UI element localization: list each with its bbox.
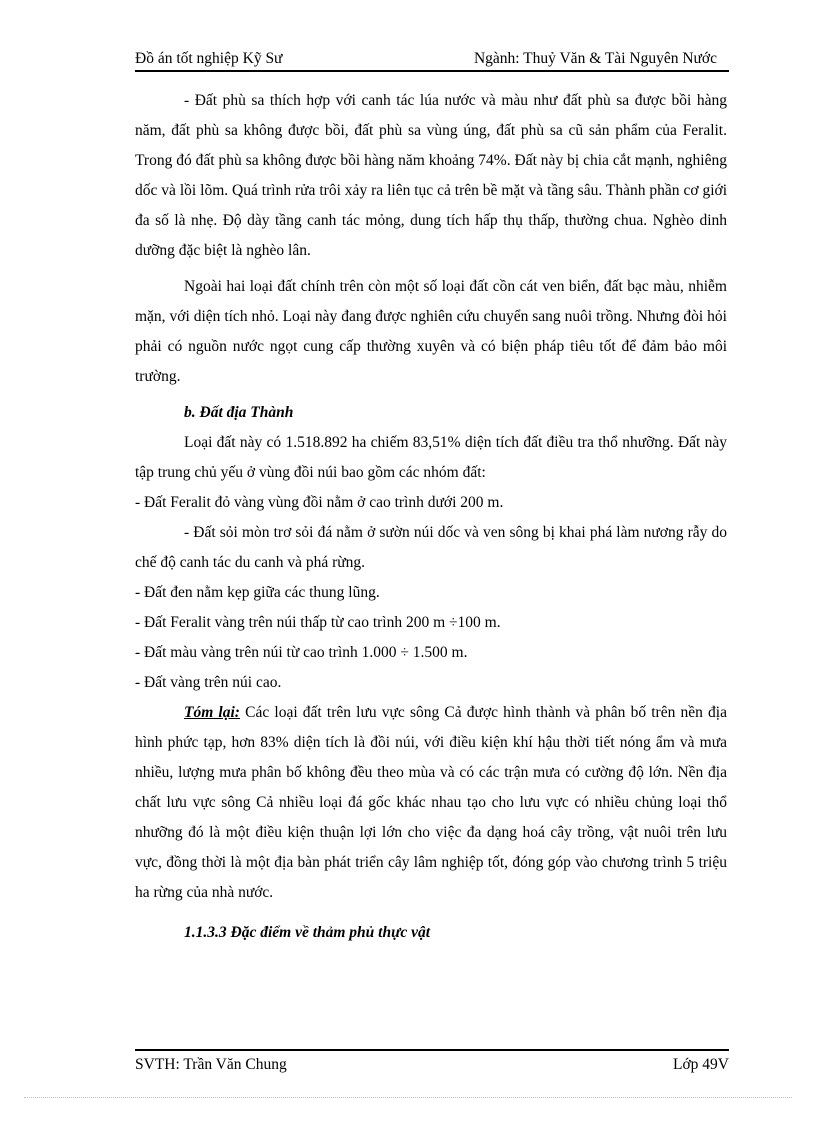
header-left-text: Đồ án tốt nghiệp Kỹ Sư (135, 50, 283, 67)
paragraph-other-soils: Ngoài hai loại đất chính trên còn một số loại đất cồn cát ven biển, đất bạc màu, nhiễm mặn, với diện tích nhỏ. Loại này đang được nghiên cứu chuyển sang nuôi trồng. Nhưng đòi hỏi phải có nguồn nước ngọt cung cấp thường xuyên và có biện pháp tiêu tốt để đảm bảo môi trường. (135, 278, 727, 385)
list-item: - Đất sỏi mòn trơ sỏi đá nằm ở sườn núi dốc và ven sông bị khai phá làm nương rẫy do chế độ canh tác du canh và phá rừng. (135, 524, 727, 571)
list-item: - Đất Feralit đỏ vàng vùng đồi nằm ở cao trình dưới 200 m. (135, 494, 504, 511)
footer-author: SVTH: Trần Văn Chung (135, 1056, 287, 1073)
paragraph-alluvial-soil: - Đất phù sa thích hợp với canh tác lúa nước và màu như đất phù sa được bồi hàng năm, đất phù sa không được bồi, đất phù sa vùng úng, đất phù sa cũ sản phẩm của Feralit. Trong đó đất phù sa không được bồi hàng năm khoảng 74%. Đất này bị chia cắt mạnh, nghiêng dốc và lồi lõm. Quá trình rửa trôi xảy ra liên tục cả trên bề mặt và tầng sâu. Thành phần cơ giới đa số là nhẹ. Độ dày tầng canh tác mỏng, dung tích hấp thụ thấp, thường chua. Nghèo dinh dưỡng đặc biệt là nghèo lân. (135, 92, 727, 259)
summary-label: Tóm lại: (184, 704, 240, 721)
header-rule (135, 70, 729, 72)
header-right-text: Ngành: Thuỷ Văn & Tài Nguyên Nước (473, 50, 717, 67)
paragraph-dat-dia-thanh: Loại đất này có 1.518.892 ha chiếm 83,51% diện tích đất điều tra thổ nhưỡng. Đất này tập trung chủ yếu ở vùng đồi núi bao gồm các nhóm đất: (135, 434, 727, 481)
list-item: - Đất đen nằm kẹp giữa các thung lũng. (135, 584, 380, 601)
paragraph-summary (135, 698, 727, 908)
list-item: - Đất Feralit vàng trên núi thấp từ cao trình 200 m ÷100 m. (135, 614, 501, 631)
page-boundary-dots (24, 1097, 792, 1098)
footer-class: Lớp 49V (673, 1056, 729, 1073)
page-header (135, 48, 729, 70)
subheading-dat-dia-thanh: b. Đất địa Thành (184, 404, 294, 421)
section-heading: 1.1.3.3 Đặc điểm về thảm phủ thực vật (184, 924, 431, 941)
summary-text: Các loại đất trên lưu vực sông Cả được hình thành và phân bố trên nền địa hình phức tạp, hơn 83% diện tích là đồi núi, với điều kiện khí hậu thời tiết nóng ẩm và mưa nhiều, lượng mưa phân bố không đều theo mùa và có các trận mưa có cường độ lớn. Nền địa chất lưu vực sông Cả nhiều loại đá gốc khác nhau tạo cho lưu vực có nhiều chủng loại thổ nhưỡng đó là một điều kiện thuận lợi lớn cho việc đa dạng hoá cây trồng, vật nuôi trên lưu vực, đồng thời là một địa bàn phát triển cây lâm nghiệp tốt, đóng góp vào chương trình 5 triệu ha rừng của nhà nước. (135, 704, 727, 901)
footer-rule (135, 1049, 729, 1051)
page-footer (135, 1054, 729, 1076)
list-item: - Đất vàng trên núi cao. (135, 674, 282, 691)
list-item: - Đất màu vàng trên núi từ cao trình 1.000 ÷ 1.500 m. (135, 644, 468, 661)
document-body (135, 86, 727, 948)
